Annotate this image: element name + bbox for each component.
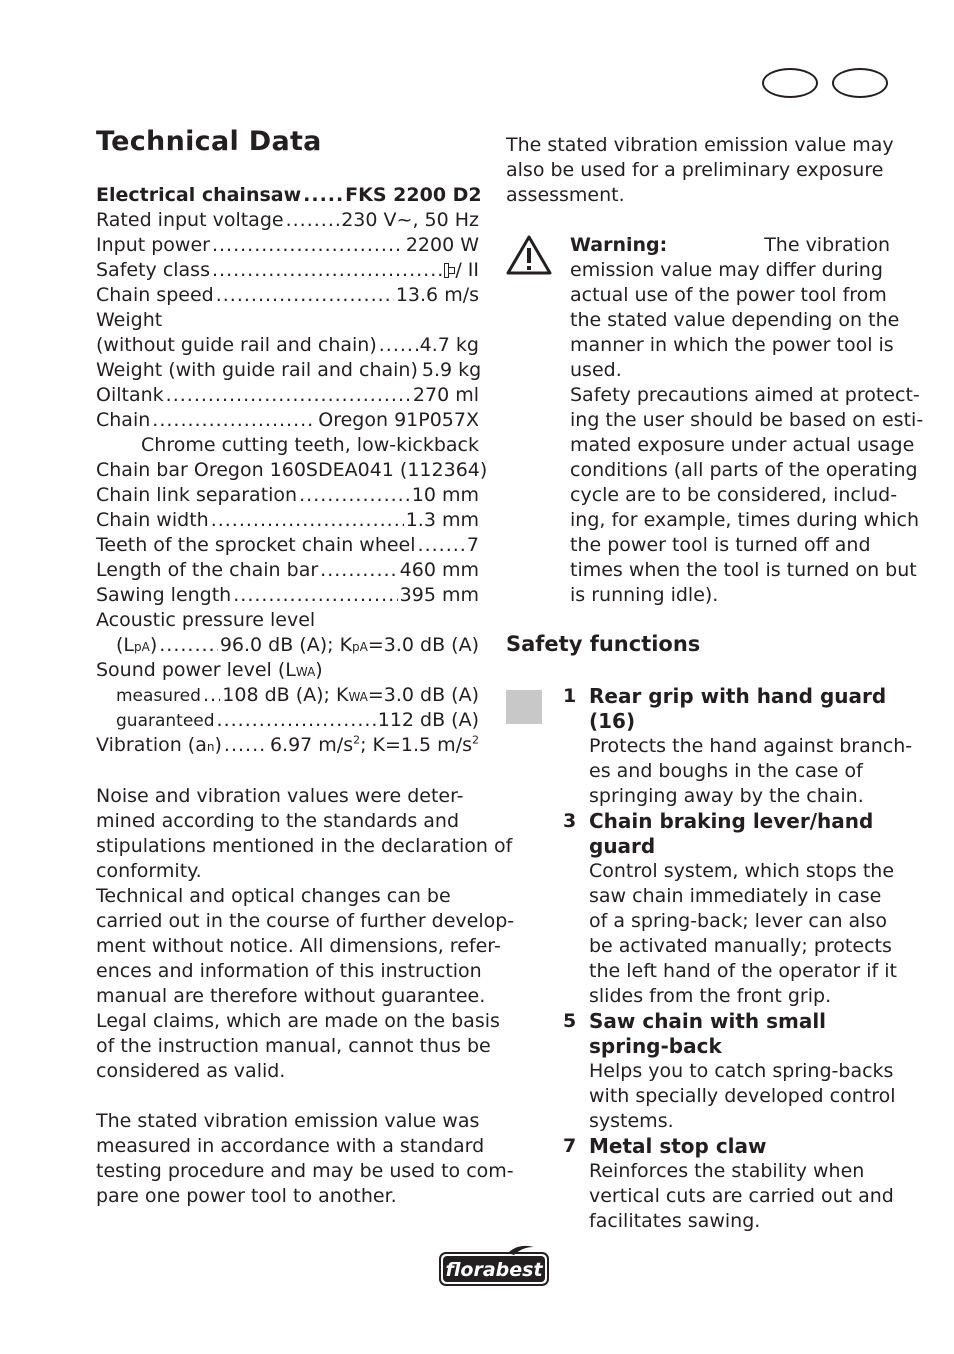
item-number: 5 xyxy=(563,1010,577,1032)
text-line: pare one power tool to another. xyxy=(96,1185,397,1207)
item-text: es and boughs in the case of xyxy=(589,760,863,782)
chain-note: Chrome cutting teeth, low-kickback xyxy=(141,434,479,456)
chain-bar: Chain bar Oregon 160SDEA041 (112364) xyxy=(96,459,488,481)
item-title: (16) xyxy=(589,709,636,733)
vibration-row: Vibration (an) ..... 6.97 $m/s^2$; K=1.5 $m/s^2$ xyxy=(96,733,479,758)
spec-value: 13.6 m/s xyxy=(395,284,479,306)
spec-row xyxy=(96,258,479,283)
text-line: conformity. xyxy=(96,860,202,882)
safety-list xyxy=(563,684,913,1234)
warning-icon xyxy=(505,234,553,276)
text-line: Technical and optical changes can be xyxy=(96,885,451,907)
item-title: guard xyxy=(589,834,656,858)
spec-value: 230 V~, 50 Hz xyxy=(341,209,479,231)
specs-heading: Electrical chainsaw ..... FKS 2200 D2 xyxy=(96,183,479,208)
text-line: carried out in the course of further develop- xyxy=(96,910,515,932)
item-text: springing away by the chain. xyxy=(589,785,864,807)
spec-label: Chain speed xyxy=(96,284,214,306)
text-line: mated exposure under actual usage xyxy=(570,434,915,456)
item-text: systems. xyxy=(589,1110,674,1132)
spec-value: 1.3 mm xyxy=(405,509,479,531)
warning-first: The vibration xyxy=(764,234,890,256)
spec-row xyxy=(96,358,482,383)
text-line: measured in accordance with a standard xyxy=(96,1135,485,1157)
page-title: Technical Data xyxy=(96,126,322,157)
text-line: stipulations mentioned in the declaration of xyxy=(96,835,513,857)
safety-item xyxy=(563,1009,896,1134)
spec-row xyxy=(96,283,479,308)
section-marker xyxy=(506,690,542,724)
item-text: vertical cuts are carried out and xyxy=(589,1185,894,1207)
text-line: considered as valid. xyxy=(96,1060,286,1082)
language-badge-left xyxy=(762,68,818,98)
spec-value: 5.9 kg xyxy=(421,359,482,381)
text-line: The stated vibration emission value may xyxy=(506,134,894,156)
text-line: used. xyxy=(570,359,622,381)
text-line: conditions (all parts of the operating xyxy=(570,459,918,481)
spec-row xyxy=(96,383,479,408)
sound-power-label: Sound power level (LWA) xyxy=(96,659,323,681)
text-line: The stated vibration emission value was xyxy=(96,1110,480,1132)
spec-value: 460 mm xyxy=(399,559,479,581)
spec-row xyxy=(96,583,479,608)
language-badge-right xyxy=(832,68,888,98)
item-text: with specially developed control xyxy=(589,1085,896,1107)
text-line: emission value may differ during xyxy=(570,259,883,281)
item-text: saw chain immediately in case xyxy=(589,885,882,907)
text-line: cycle are to be considered, includ- xyxy=(570,484,898,506)
text-line: manner in which the power tool is xyxy=(570,334,894,356)
spec-label: Teeth of the sprocket chain wheel xyxy=(96,534,416,556)
acoustic-label: Acoustic pressure level xyxy=(96,609,316,631)
spec-label: Chain link separation xyxy=(96,484,298,506)
safety-item xyxy=(563,1134,893,1234)
spec-label: Chain width xyxy=(96,509,209,531)
spec-row xyxy=(96,208,479,233)
item-text: slides from the front grip. xyxy=(589,985,832,1007)
weight-label: Weight xyxy=(96,309,163,331)
item-number: 1 xyxy=(563,685,577,707)
spec-value: 2200 W xyxy=(405,234,479,256)
text-line: Legal claims, which are made on the basis xyxy=(96,1010,500,1032)
svg-text:florabest: florabest xyxy=(445,1259,543,1281)
spec-value: / II xyxy=(455,259,479,281)
item-text: Reinforces the stability when xyxy=(589,1160,865,1182)
spec-label: Oiltank xyxy=(96,384,164,406)
specs-column xyxy=(96,183,488,758)
florabest-logo xyxy=(438,1243,550,1287)
text-line: the stated value depending on the xyxy=(570,309,900,331)
spec-value: 270 ml xyxy=(412,384,479,406)
spec-value: 4.7 kg xyxy=(419,334,479,356)
spec-label: Safety class xyxy=(96,259,210,281)
spec-value: 7 xyxy=(466,534,479,556)
text-line: testing procedure and may be used to com- xyxy=(96,1160,514,1182)
guaranteed-row: guaranteed ..... 112 dB (A) xyxy=(96,708,479,733)
spec-label: Input power xyxy=(96,234,210,256)
vibration-paragraph xyxy=(96,1109,514,1209)
spec-label: Length of the chain bar xyxy=(96,559,319,581)
text-line: manual are therefore without guarantee. xyxy=(96,985,486,1007)
warning-block xyxy=(570,233,924,608)
spec-label: (without guide rail and chain) xyxy=(96,334,377,356)
text-line: ment without notice. All dimensions, refer- xyxy=(96,935,501,957)
item-text: Protects the hand against branch- xyxy=(589,735,913,757)
item-number: 3 xyxy=(563,810,577,832)
text-line: assessment. xyxy=(506,184,625,206)
warning-label: Warning: xyxy=(570,234,668,256)
item-text: the left hand of the operator if it xyxy=(589,960,897,982)
spec-label: Chain xyxy=(96,409,151,431)
spec-row xyxy=(96,233,479,258)
spec-label: Sawing length xyxy=(96,584,232,606)
spec-label: Rated input voltage xyxy=(96,209,284,231)
text-line: Noise and vibration values were deter- xyxy=(96,785,464,807)
spec-row xyxy=(96,508,479,533)
spec-row xyxy=(96,483,479,508)
text-line: is running idle). xyxy=(570,584,719,606)
safety-heading: Safety functions xyxy=(506,632,701,656)
spec-value: Oregon 91P057X xyxy=(318,409,479,431)
spec-value: 395 mm xyxy=(399,584,479,606)
spec-row xyxy=(96,558,479,583)
item-title: Saw chain with small xyxy=(589,1009,827,1033)
spec-value: 10 mm xyxy=(411,484,479,506)
measured-row: measured ..... 108 dB (A); KWA=3.0 dB (A) xyxy=(96,683,479,708)
text-line: ences and information of this instruction xyxy=(96,960,482,982)
item-title: Rear grip with hand guard xyxy=(589,684,887,708)
lpa-row: (LpA) ..... 96.0 dB (A); KpA=3.0 dB (A) xyxy=(96,633,479,658)
text-line: mined according to the standards and xyxy=(96,810,460,832)
notes-paragraph xyxy=(96,784,515,1084)
text-line: of the instruction manual, cannot thus be xyxy=(96,1035,491,1057)
item-text: facilitates sawing. xyxy=(589,1210,761,1232)
item-text: Helps you to catch spring-backs xyxy=(589,1060,894,1082)
item-title: Chain braking lever/hand xyxy=(589,809,874,833)
intro-paragraph xyxy=(506,133,894,208)
spec-label: Weight (with guide rail and chain) xyxy=(96,359,418,381)
safety-item xyxy=(563,684,913,809)
item-text: of a spring-back; lever can also xyxy=(589,910,888,932)
item-text: be activated manually; protects xyxy=(589,935,892,957)
item-text: Control system, which stops the xyxy=(589,860,895,882)
spec-row xyxy=(96,408,479,433)
text-line: Safety precautions aimed at protect- xyxy=(570,384,920,406)
spec-row xyxy=(96,533,479,558)
safety-class-icon xyxy=(444,263,449,278)
text-line: ing, for example, times during which xyxy=(570,509,920,531)
item-title: spring-back xyxy=(589,1034,722,1058)
text-line: actual use of the power tool from xyxy=(570,284,887,306)
text-line: times when the tool is turned on but xyxy=(570,559,917,581)
item-title: Metal stop claw xyxy=(589,1134,767,1158)
text-line: also be used for a preliminary exposure xyxy=(506,159,884,181)
safety-item xyxy=(563,809,897,1009)
spec-row xyxy=(96,333,479,358)
item-number: 7 xyxy=(563,1135,577,1157)
text-line: ing the user should be based on esti- xyxy=(570,409,924,431)
text-line: the power tool is turned off and xyxy=(570,534,871,556)
